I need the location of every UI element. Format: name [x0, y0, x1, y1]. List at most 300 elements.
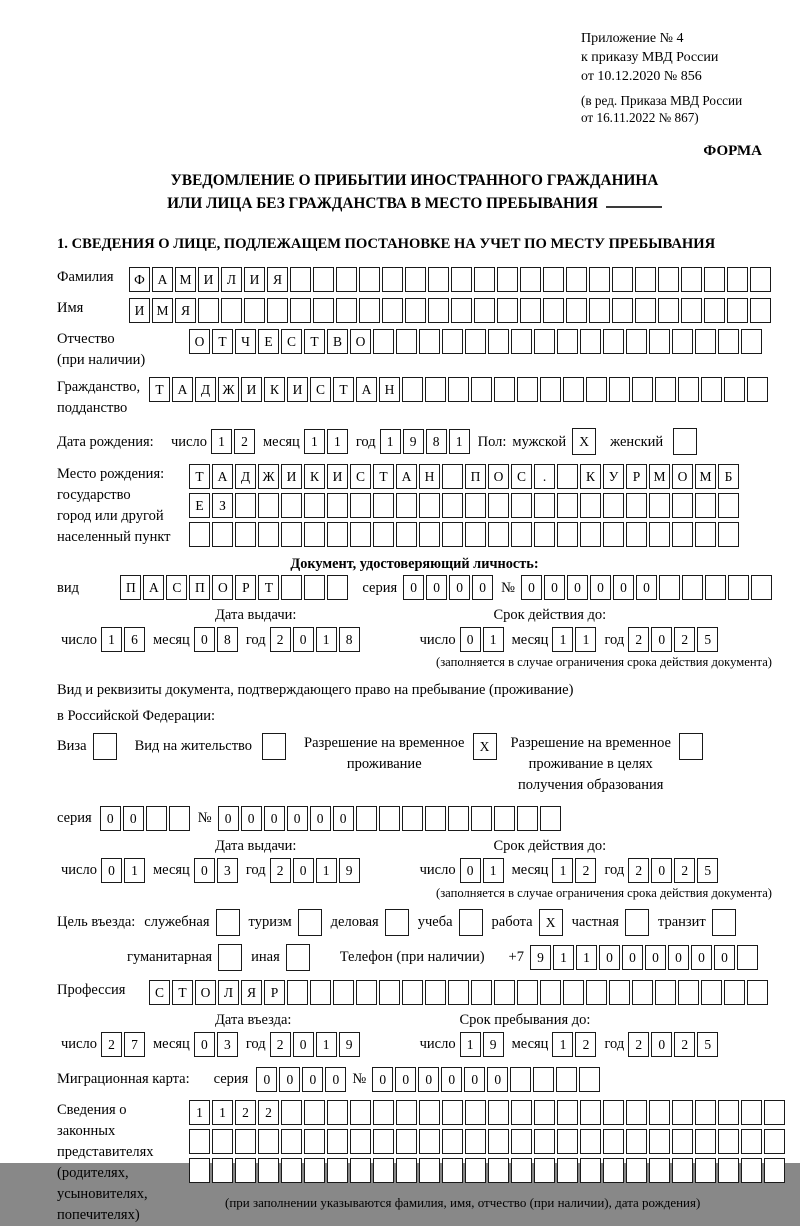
char-box[interactable]: Л — [218, 980, 239, 1005]
char-box[interactable] — [672, 522, 693, 547]
char-box[interactable]: 3 — [217, 858, 238, 883]
char-box[interactable]: 2 — [101, 1032, 122, 1057]
char-box[interactable]: 0 — [241, 806, 262, 831]
char-box[interactable] — [451, 267, 472, 292]
char-box[interactable]: 9 — [339, 858, 360, 883]
char-box[interactable]: Ф — [129, 267, 150, 292]
char-box[interactable]: 0 — [194, 858, 215, 883]
char-box[interactable] — [327, 1129, 348, 1154]
char-box[interactable]: 0 — [464, 1067, 485, 1092]
char-box[interactable]: . — [534, 464, 555, 489]
char-box[interactable] — [609, 377, 630, 402]
char-box[interactable] — [448, 980, 469, 1005]
char-box[interactable] — [379, 806, 400, 831]
char-box[interactable] — [281, 575, 302, 600]
char-box[interactable] — [695, 522, 716, 547]
char-box[interactable] — [534, 493, 555, 518]
char-box[interactable] — [679, 733, 703, 760]
char-box[interactable] — [563, 980, 584, 1005]
char-box[interactable]: С — [511, 464, 532, 489]
char-box[interactable] — [751, 575, 772, 600]
char-box[interactable]: 2 — [628, 627, 649, 652]
char-box[interactable]: 0 — [599, 945, 620, 970]
char-box[interactable]: З — [212, 493, 233, 518]
char-box[interactable] — [350, 1158, 371, 1183]
char-box[interactable]: 0 — [123, 806, 144, 831]
char-box[interactable] — [459, 909, 483, 936]
char-box[interactable] — [557, 493, 578, 518]
char-box[interactable] — [566, 267, 587, 292]
char-box[interactable] — [612, 267, 633, 292]
char-box[interactable] — [747, 980, 768, 1005]
char-box[interactable] — [471, 806, 492, 831]
char-box[interactable]: 1 — [576, 945, 597, 970]
char-box[interactable] — [425, 806, 446, 831]
char-box[interactable]: 1 — [327, 429, 348, 454]
char-box[interactable] — [267, 298, 288, 323]
char-box[interactable] — [704, 267, 725, 292]
char-box[interactable] — [625, 909, 649, 936]
char-box[interactable] — [718, 1158, 739, 1183]
char-box[interactable]: 1 — [189, 1100, 210, 1125]
char-box[interactable] — [649, 522, 670, 547]
char-box[interactable] — [488, 493, 509, 518]
char-box[interactable]: 1 — [553, 945, 574, 970]
char-box[interactable] — [336, 267, 357, 292]
char-box[interactable] — [419, 522, 440, 547]
char-box[interactable]: Т — [333, 377, 354, 402]
char-box[interactable]: 0 — [302, 1067, 323, 1092]
char-box[interactable] — [313, 298, 334, 323]
char-box[interactable] — [221, 298, 242, 323]
char-box[interactable]: 0 — [613, 575, 634, 600]
char-box[interactable] — [235, 1158, 256, 1183]
char-box[interactable] — [471, 980, 492, 1005]
char-box[interactable] — [727, 298, 748, 323]
char-box[interactable] — [672, 1158, 693, 1183]
char-box[interactable] — [442, 522, 463, 547]
char-box[interactable]: 1 — [124, 858, 145, 883]
char-box[interactable] — [356, 980, 377, 1005]
char-box[interactable] — [304, 1158, 325, 1183]
char-box[interactable] — [396, 1129, 417, 1154]
char-box[interactable]: 0 — [310, 806, 331, 831]
char-box[interactable] — [465, 522, 486, 547]
char-box[interactable]: 1 — [212, 1100, 233, 1125]
char-box[interactable] — [350, 522, 371, 547]
char-box[interactable] — [603, 1158, 624, 1183]
char-box[interactable]: 0 — [325, 1067, 346, 1092]
char-box[interactable] — [589, 298, 610, 323]
char-box[interactable]: 0 — [372, 1067, 393, 1092]
char-box[interactable] — [258, 493, 279, 518]
char-box[interactable] — [540, 806, 561, 831]
char-box[interactable]: О — [350, 329, 371, 354]
char-box[interactable] — [146, 806, 167, 831]
char-box[interactable] — [517, 806, 538, 831]
char-box[interactable] — [695, 1158, 716, 1183]
char-box[interactable]: Т — [373, 464, 394, 489]
char-box[interactable]: М — [649, 464, 670, 489]
char-box[interactable] — [737, 945, 758, 970]
char-box[interactable] — [534, 329, 555, 354]
char-box[interactable]: 0 — [426, 575, 447, 600]
char-box[interactable]: 1 — [552, 1032, 573, 1057]
char-box[interactable] — [741, 1100, 762, 1125]
char-box[interactable] — [425, 980, 446, 1005]
char-box[interactable] — [189, 522, 210, 547]
char-box[interactable]: 0 — [279, 1067, 300, 1092]
char-box[interactable] — [586, 980, 607, 1005]
char-box[interactable] — [511, 1129, 532, 1154]
char-box[interactable] — [695, 493, 716, 518]
char-box[interactable]: 0 — [101, 858, 122, 883]
char-box[interactable]: Т — [258, 575, 279, 600]
char-box[interactable] — [511, 1100, 532, 1125]
char-box[interactable] — [218, 944, 242, 971]
char-box[interactable] — [488, 1129, 509, 1154]
char-box[interactable]: Р — [264, 980, 285, 1005]
char-box[interactable] — [488, 1100, 509, 1125]
char-box[interactable]: К — [580, 464, 601, 489]
char-box[interactable] — [626, 329, 647, 354]
char-box[interactable] — [488, 329, 509, 354]
char-box[interactable] — [497, 267, 518, 292]
char-box[interactable] — [682, 575, 703, 600]
char-box[interactable] — [304, 493, 325, 518]
char-box[interactable]: 0 — [460, 858, 481, 883]
char-box[interactable]: X — [473, 733, 497, 760]
char-box[interactable] — [327, 575, 348, 600]
char-box[interactable] — [442, 329, 463, 354]
char-box[interactable] — [333, 980, 354, 1005]
char-box[interactable] — [448, 377, 469, 402]
char-box[interactable] — [189, 1158, 210, 1183]
char-box[interactable] — [603, 329, 624, 354]
char-box[interactable] — [764, 1100, 785, 1125]
char-box[interactable] — [350, 493, 371, 518]
char-box[interactable]: И — [129, 298, 150, 323]
char-box[interactable] — [632, 377, 653, 402]
char-box[interactable] — [402, 806, 423, 831]
char-box[interactable] — [557, 1158, 578, 1183]
char-box[interactable]: 8 — [339, 627, 360, 652]
char-box[interactable]: 1 — [211, 429, 232, 454]
char-box[interactable] — [511, 493, 532, 518]
char-box[interactable] — [379, 980, 400, 1005]
char-box[interactable]: К — [304, 464, 325, 489]
char-box[interactable] — [543, 267, 564, 292]
char-box[interactable] — [741, 1129, 762, 1154]
char-box[interactable] — [586, 377, 607, 402]
char-box[interactable]: 0 — [333, 806, 354, 831]
char-box[interactable]: О — [672, 464, 693, 489]
char-box[interactable]: Р — [626, 464, 647, 489]
char-box[interactable] — [704, 298, 725, 323]
char-box[interactable]: Н — [379, 377, 400, 402]
char-box[interactable] — [672, 1129, 693, 1154]
char-box[interactable] — [673, 428, 697, 455]
char-box[interactable] — [533, 1067, 554, 1092]
char-box[interactable]: 1 — [101, 627, 122, 652]
char-box[interactable] — [626, 1100, 647, 1125]
char-box[interactable]: 0 — [691, 945, 712, 970]
char-box[interactable]: 7 — [124, 1032, 145, 1057]
char-box[interactable]: 0 — [714, 945, 735, 970]
char-box[interactable]: 2 — [258, 1100, 279, 1125]
char-box[interactable]: Н — [419, 464, 440, 489]
char-box[interactable]: 1 — [304, 429, 325, 454]
char-box[interactable]: 8 — [217, 627, 238, 652]
char-box[interactable] — [373, 329, 394, 354]
char-box[interactable]: А — [396, 464, 417, 489]
char-box[interactable] — [543, 298, 564, 323]
char-box[interactable] — [212, 522, 233, 547]
char-box[interactable]: 0 — [293, 1032, 314, 1057]
char-box[interactable] — [701, 980, 722, 1005]
char-box[interactable] — [396, 493, 417, 518]
char-box[interactable]: Д — [195, 377, 216, 402]
char-box[interactable]: 6 — [124, 627, 145, 652]
char-box[interactable] — [359, 298, 380, 323]
char-box[interactable] — [474, 267, 495, 292]
char-box[interactable] — [724, 377, 745, 402]
char-box[interactable]: Я — [241, 980, 262, 1005]
char-box[interactable] — [419, 1158, 440, 1183]
char-box[interactable] — [419, 493, 440, 518]
char-box[interactable] — [672, 329, 693, 354]
char-box[interactable] — [612, 298, 633, 323]
char-box[interactable] — [402, 377, 423, 402]
char-box[interactable]: 1 — [483, 858, 504, 883]
char-box[interactable]: 2 — [235, 1100, 256, 1125]
char-box[interactable] — [580, 522, 601, 547]
char-box[interactable] — [540, 980, 561, 1005]
char-box[interactable] — [750, 298, 771, 323]
char-box[interactable] — [649, 1158, 670, 1183]
char-box[interactable] — [494, 377, 515, 402]
char-box[interactable] — [658, 267, 679, 292]
char-box[interactable]: М — [695, 464, 716, 489]
char-box[interactable] — [718, 1100, 739, 1125]
char-box[interactable] — [235, 522, 256, 547]
char-box[interactable] — [425, 377, 446, 402]
char-box[interactable] — [510, 1067, 531, 1092]
char-box[interactable] — [235, 1129, 256, 1154]
char-box[interactable]: О — [195, 980, 216, 1005]
char-box[interactable] — [695, 329, 716, 354]
char-box[interactable]: Т — [149, 377, 170, 402]
char-box[interactable] — [442, 1158, 463, 1183]
char-box[interactable] — [385, 909, 409, 936]
char-box[interactable] — [465, 1129, 486, 1154]
char-box[interactable] — [626, 493, 647, 518]
char-box[interactable]: Я — [175, 298, 196, 323]
char-box[interactable] — [672, 493, 693, 518]
char-box[interactable] — [442, 1100, 463, 1125]
char-box[interactable] — [281, 1158, 302, 1183]
char-box[interactable]: 2 — [575, 1032, 596, 1057]
char-box[interactable]: 5 — [697, 858, 718, 883]
char-box[interactable]: 2 — [270, 1032, 291, 1057]
char-box[interactable] — [511, 1158, 532, 1183]
char-box[interactable]: М — [175, 267, 196, 292]
char-box[interactable]: 0 — [460, 627, 481, 652]
char-box[interactable] — [442, 464, 463, 489]
char-box[interactable] — [681, 298, 702, 323]
char-box[interactable]: 1 — [316, 858, 337, 883]
char-box[interactable] — [681, 267, 702, 292]
char-box[interactable]: С — [310, 377, 331, 402]
char-box[interactable]: И — [244, 267, 265, 292]
char-box[interactable] — [718, 522, 739, 547]
char-box[interactable]: 0 — [194, 1032, 215, 1057]
char-box[interactable]: О — [189, 329, 210, 354]
char-box[interactable] — [747, 377, 768, 402]
char-box[interactable] — [494, 980, 515, 1005]
char-box[interactable] — [310, 980, 331, 1005]
char-box[interactable] — [580, 1129, 601, 1154]
char-box[interactable]: 0 — [651, 627, 672, 652]
char-box[interactable]: 0 — [441, 1067, 462, 1092]
char-box[interactable]: Т — [304, 329, 325, 354]
char-box[interactable] — [350, 1129, 371, 1154]
char-box[interactable]: А — [212, 464, 233, 489]
char-box[interactable] — [649, 1100, 670, 1125]
char-box[interactable] — [678, 980, 699, 1005]
char-box[interactable] — [198, 298, 219, 323]
char-box[interactable]: 0 — [521, 575, 542, 600]
char-box[interactable] — [557, 1129, 578, 1154]
char-box[interactable] — [313, 267, 334, 292]
char-box[interactable]: С — [166, 575, 187, 600]
char-box[interactable] — [428, 298, 449, 323]
char-box[interactable] — [359, 267, 380, 292]
char-box[interactable]: И — [287, 377, 308, 402]
char-box[interactable]: 2 — [674, 858, 695, 883]
char-box[interactable] — [534, 1100, 555, 1125]
char-box[interactable]: 0 — [395, 1067, 416, 1092]
char-box[interactable] — [327, 1158, 348, 1183]
char-box[interactable]: 0 — [293, 627, 314, 652]
char-box[interactable] — [718, 493, 739, 518]
char-box[interactable]: С — [149, 980, 170, 1005]
char-box[interactable]: X — [539, 909, 563, 936]
char-box[interactable]: 0 — [567, 575, 588, 600]
char-box[interactable] — [258, 1129, 279, 1154]
char-box[interactable] — [728, 575, 749, 600]
char-box[interactable] — [373, 522, 394, 547]
char-box[interactable] — [396, 522, 417, 547]
char-box[interactable] — [649, 329, 670, 354]
char-box[interactable]: Т — [189, 464, 210, 489]
char-box[interactable] — [373, 493, 394, 518]
char-box[interactable] — [712, 909, 736, 936]
char-box[interactable]: 0 — [264, 806, 285, 831]
char-box[interactable] — [474, 298, 495, 323]
char-box[interactable]: 0 — [472, 575, 493, 600]
char-box[interactable] — [304, 522, 325, 547]
char-box[interactable]: 2 — [628, 858, 649, 883]
char-box[interactable]: 0 — [651, 858, 672, 883]
char-box[interactable] — [655, 980, 676, 1005]
char-box[interactable]: П — [120, 575, 141, 600]
char-box[interactable] — [603, 1129, 624, 1154]
char-box[interactable]: 2 — [575, 858, 596, 883]
char-box[interactable] — [724, 980, 745, 1005]
char-box[interactable] — [517, 377, 538, 402]
char-box[interactable] — [93, 733, 117, 760]
char-box[interactable]: С — [281, 329, 302, 354]
char-box[interactable] — [262, 733, 286, 760]
char-box[interactable] — [451, 298, 472, 323]
char-box[interactable]: И — [327, 464, 348, 489]
char-box[interactable] — [373, 1100, 394, 1125]
char-box[interactable]: Я — [267, 267, 288, 292]
char-box[interactable] — [382, 267, 403, 292]
char-box[interactable] — [557, 1100, 578, 1125]
char-box[interactable]: 9 — [530, 945, 551, 970]
char-box[interactable]: Е — [258, 329, 279, 354]
char-box[interactable]: И — [198, 267, 219, 292]
char-box[interactable]: 8 — [426, 429, 447, 454]
char-box[interactable] — [298, 909, 322, 936]
char-box[interactable] — [281, 1129, 302, 1154]
char-box[interactable] — [540, 377, 561, 402]
char-box[interactable]: 2 — [234, 429, 255, 454]
char-box[interactable] — [287, 980, 308, 1005]
char-box[interactable]: Р — [235, 575, 256, 600]
char-box[interactable]: 1 — [380, 429, 401, 454]
char-box[interactable] — [405, 298, 426, 323]
char-box[interactable] — [373, 1129, 394, 1154]
char-box[interactable] — [727, 267, 748, 292]
char-box[interactable] — [350, 1100, 371, 1125]
char-box[interactable]: 0 — [194, 627, 215, 652]
char-box[interactable] — [216, 909, 240, 936]
char-box[interactable] — [304, 1129, 325, 1154]
char-box[interactable]: 1 — [552, 627, 573, 652]
char-box[interactable] — [534, 522, 555, 547]
char-box[interactable]: Ж — [218, 377, 239, 402]
char-box[interactable] — [488, 522, 509, 547]
char-box[interactable]: О — [488, 464, 509, 489]
char-box[interactable]: 1 — [449, 429, 470, 454]
char-box[interactable] — [705, 575, 726, 600]
char-box[interactable]: К — [264, 377, 285, 402]
char-box[interactable] — [609, 980, 630, 1005]
char-box[interactable] — [290, 267, 311, 292]
char-box[interactable]: 1 — [552, 858, 573, 883]
char-box[interactable] — [402, 980, 423, 1005]
char-box[interactable]: 3 — [217, 1032, 238, 1057]
char-box[interactable] — [580, 329, 601, 354]
char-box[interactable]: А — [356, 377, 377, 402]
char-box[interactable] — [281, 493, 302, 518]
char-box[interactable] — [419, 1129, 440, 1154]
char-box[interactable] — [442, 1129, 463, 1154]
char-box[interactable]: А — [143, 575, 164, 600]
char-box[interactable] — [764, 1158, 785, 1183]
char-box[interactable] — [465, 1100, 486, 1125]
char-box[interactable] — [603, 493, 624, 518]
char-box[interactable]: 9 — [483, 1032, 504, 1057]
char-box[interactable]: 0 — [287, 806, 308, 831]
char-box[interactable]: А — [172, 377, 193, 402]
char-box[interactable] — [695, 1129, 716, 1154]
char-box[interactable] — [632, 980, 653, 1005]
char-box[interactable]: 1 — [460, 1032, 481, 1057]
